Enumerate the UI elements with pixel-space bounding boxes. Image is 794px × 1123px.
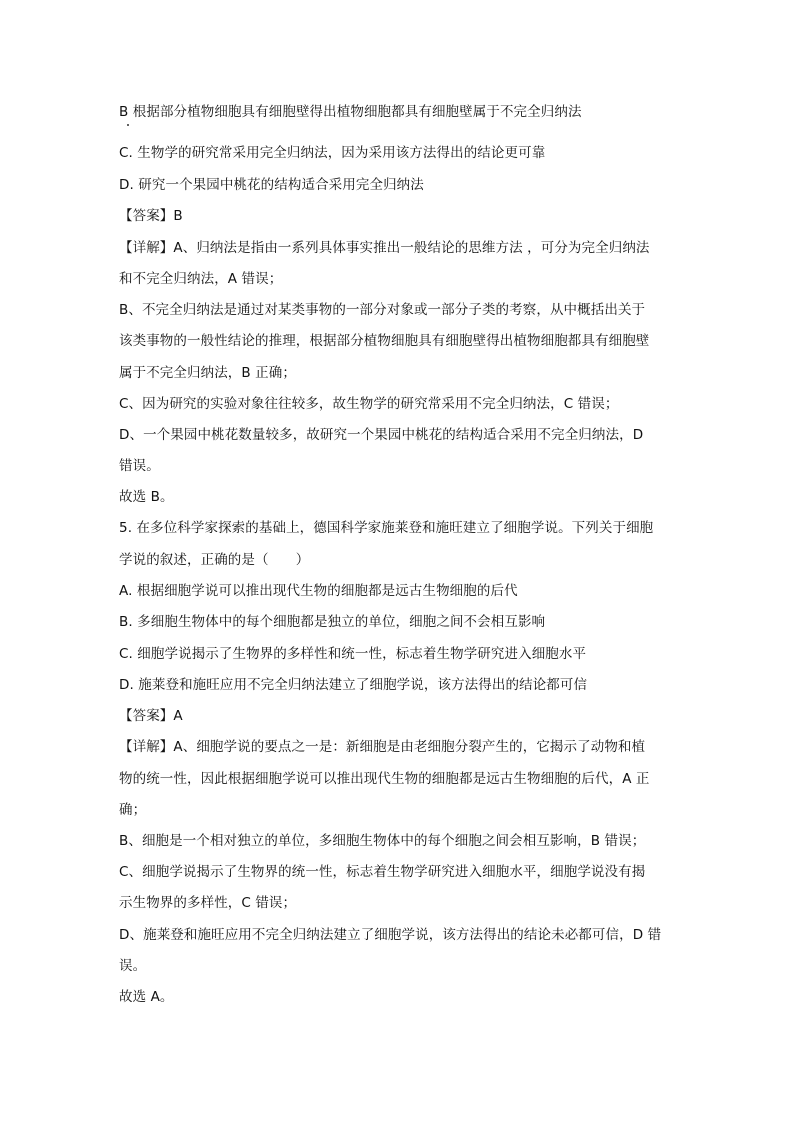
explanation-line: B、细胞是一个相对独立的单位，多细胞生物体中的每个细胞之间会相互影响，B 错误；	[119, 833, 646, 849]
option-b-line: B 根据部分植物细胞具有细胞壁得出植物细胞都具有细胞壁属于不完全归纳法	[119, 104, 582, 120]
answer-line: 【答案】A	[119, 708, 183, 724]
explanation-line: 该类事物的一般性结论的推理，根据部分植物细胞具有细胞壁得出植物细胞都具有细胞壁	[119, 333, 650, 349]
explanation-line: 和不完全归纳法，A 错误；	[119, 271, 283, 287]
explanation-line: D、施莱登和施旺应用不完全归纳法建立了细胞学说，该方法得出的结论未必都可信，D 错	[119, 927, 662, 943]
explanation-line: 错误。	[119, 458, 160, 474]
option-d-line: D. 研究一个果园中桃花的结构适合采用完全归纳法	[119, 177, 424, 193]
explanation-line: C、因为研究的实验对象往往较多，故生物学的研究常采用不完全归纳法，C 错误；	[119, 396, 619, 412]
choice-result-line: 故选 A。	[119, 989, 174, 1005]
question-5-stem: 5. 在多位科学家探索的基础上，德国科学家施莱登和施旺建立了细胞学说。下列关于细胞	[119, 520, 654, 536]
explanation-line: 【详解】A、细胞学说的要点之一是：新细胞是由老细胞分裂产生的，它揭示了动物和植	[119, 739, 646, 755]
option-c-line: C. 生物学的研究常采用完全归纳法，因为采用该方法得出的结论更可靠	[119, 145, 546, 161]
option-b-line: B. 多细胞生物体中的每个细胞都是独立的单位，细胞之间不会相互影响	[119, 614, 546, 630]
explanation-line: 误。	[119, 958, 147, 974]
option-a-line: A. 根据细胞学说可以推出现代生物的细胞都是远古生物细胞的后代	[119, 583, 518, 599]
explanation-line: 属于不完全归纳法，B 正确；	[119, 365, 296, 381]
explanation-line: 【详解】A、归纳法是指由一系列具体事实推出一般结论的思维方法 ，可分为完全归纳法	[119, 240, 650, 256]
explanation-line: B、不完全归纳法是通过对某类事物的一部分对象或一部分子类的考察，从中概括出关于	[119, 302, 646, 318]
choice-result-line: 故选 B。	[119, 489, 174, 505]
explanation-line: 物的统一性，因此根据细胞学说可以推出现代生物的细胞都是远古生物细胞的后代，A 正	[119, 771, 650, 787]
option-d-line: D. 施莱登和施旺应用不完全归纳法建立了细胞学说，该方法得出的结论都可信	[119, 677, 588, 693]
explanation-line: D、一个果园中桃花数量较多，故研究一个果园中桃花的结构适合采用不完全归纳法，D	[119, 427, 644, 443]
explanation-line: C、细胞学说揭示了生物界的统一性，标志着生物学研究进入细胞水平，细胞学说没有揭	[119, 864, 646, 880]
answer-line: 【答案】B	[119, 208, 183, 224]
question-5-stem: 学说的叙述，正确的是（ ）	[119, 552, 310, 568]
explanation-line: 示生物界的多样性，C 错误；	[119, 895, 297, 911]
explanation-line: 确；	[119, 802, 147, 818]
option-dot-mark	[127, 124, 129, 126]
option-c-line: C. 细胞学说揭示了生物界的多样性和统一性，标志着生物学研究进入细胞水平	[119, 646, 587, 662]
